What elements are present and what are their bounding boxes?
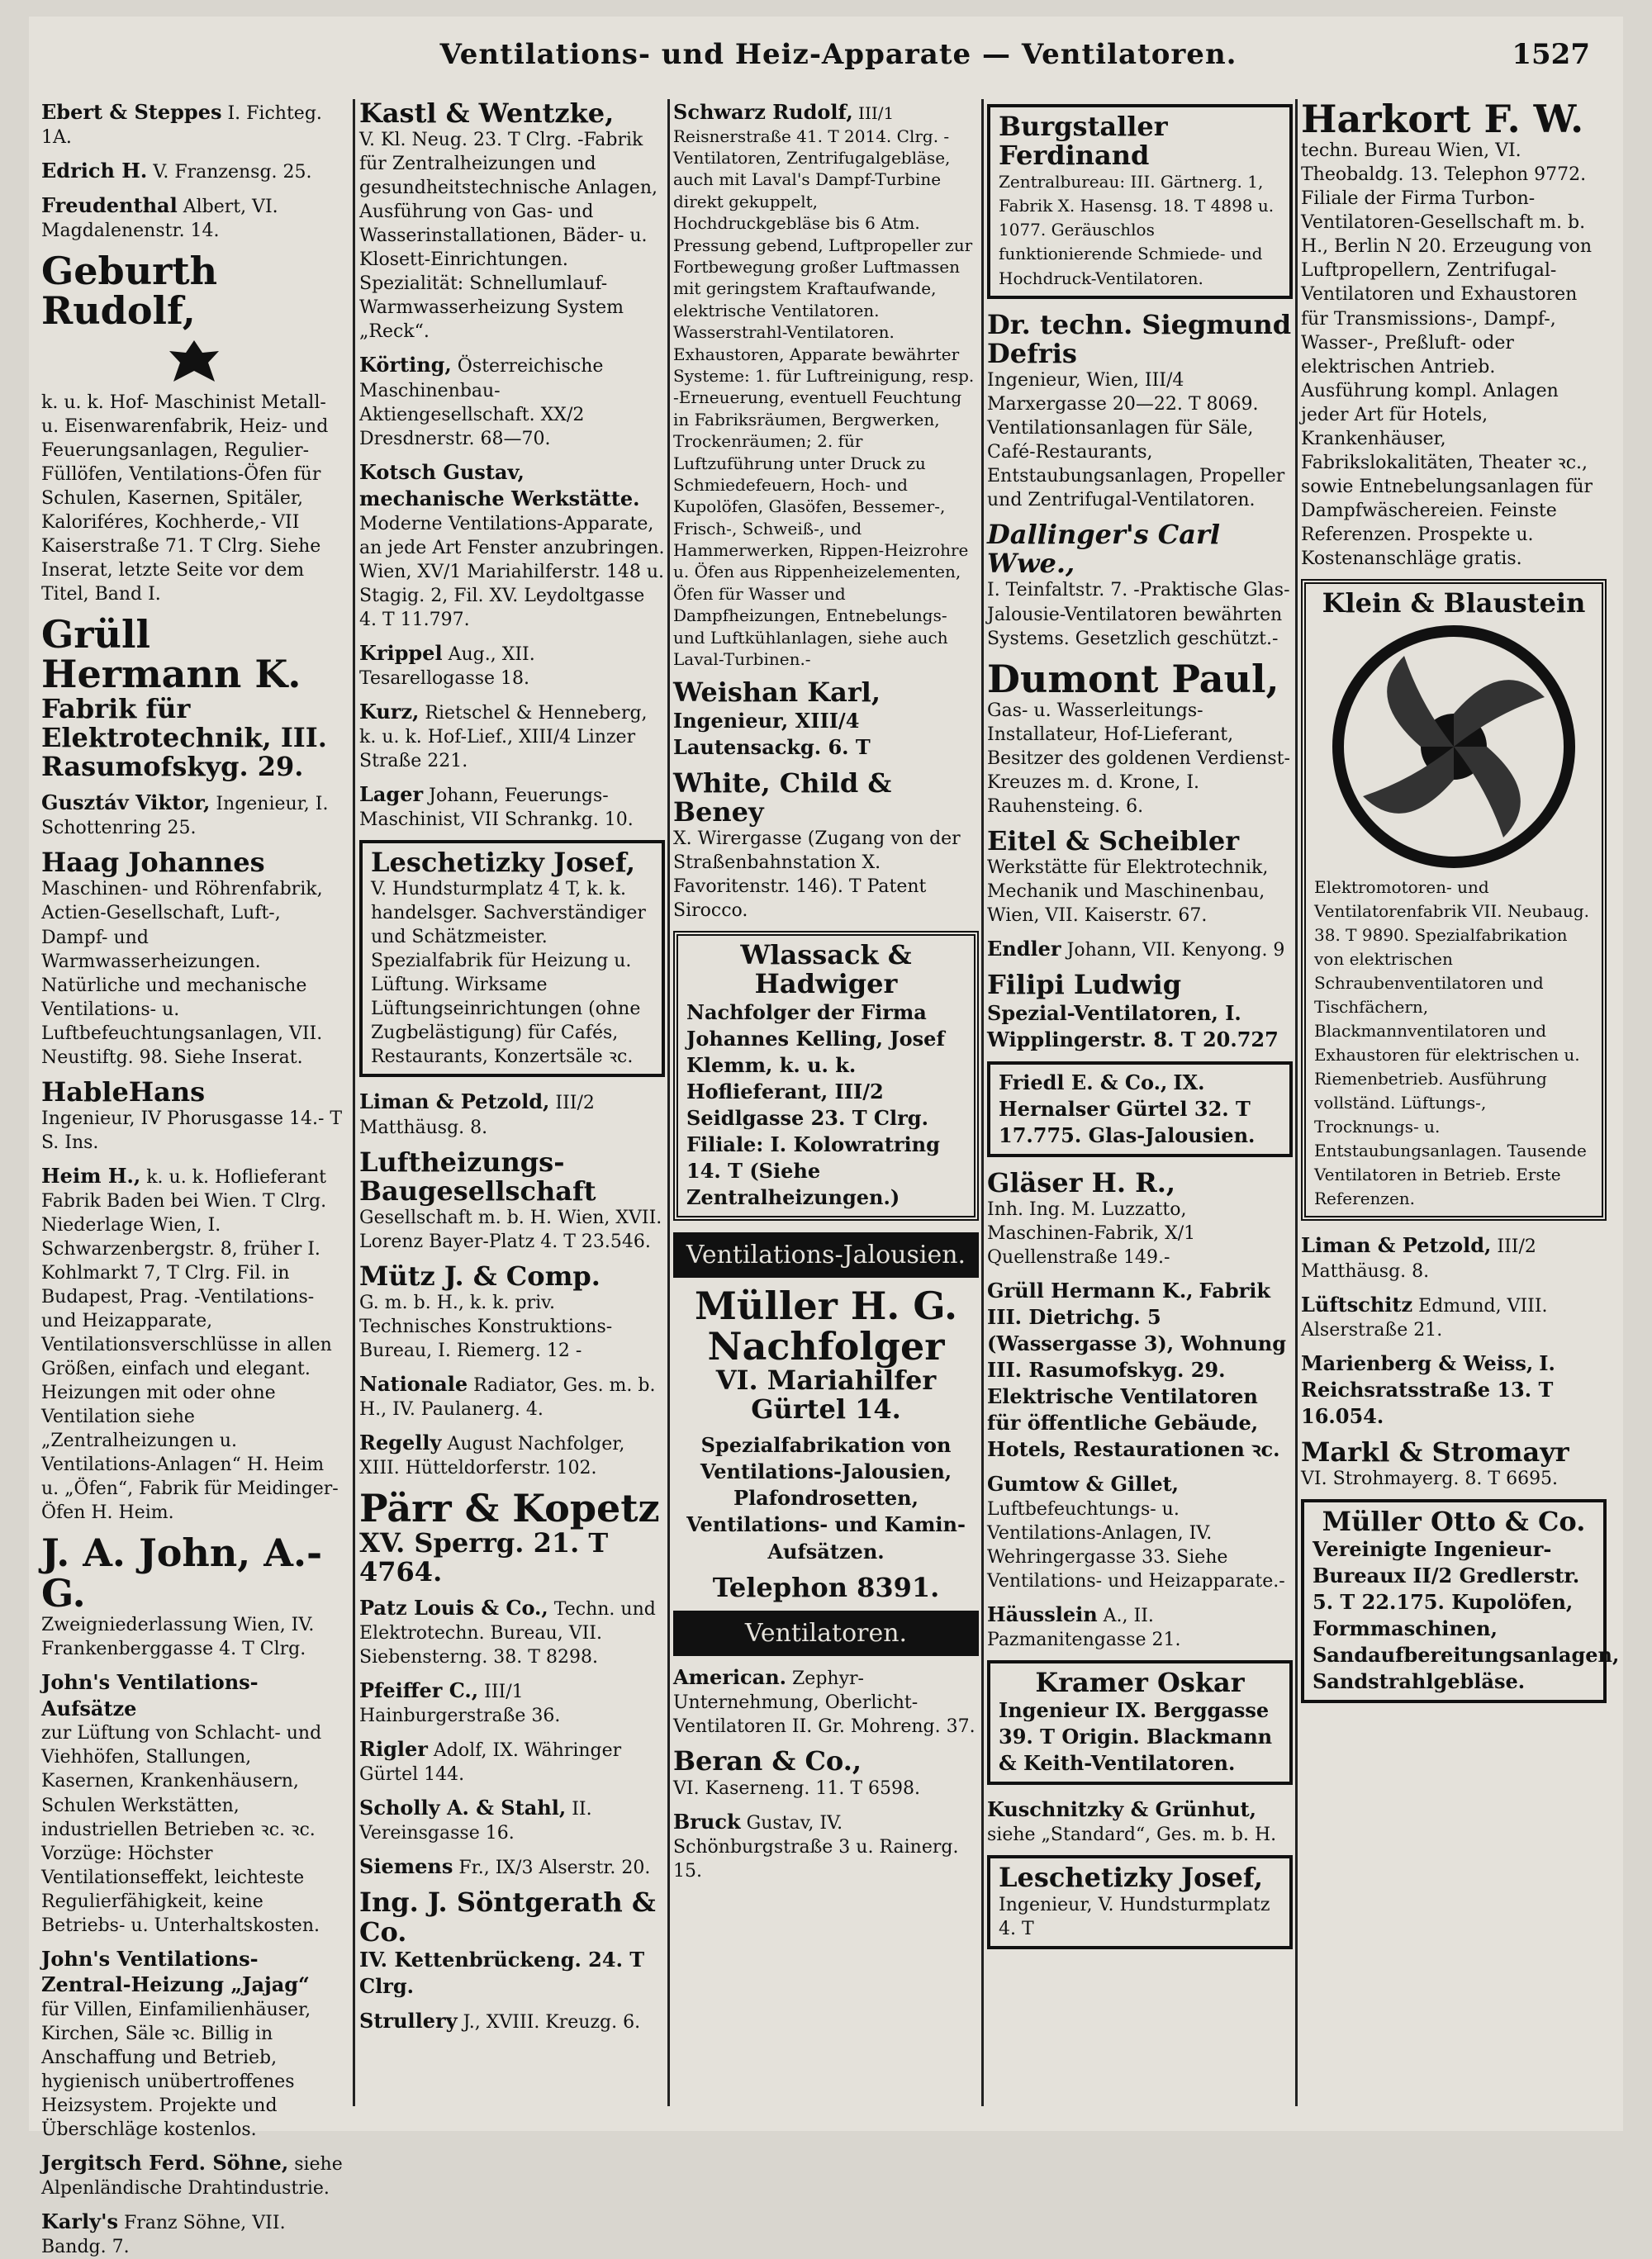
entry-text: I. Teinfaltstr. 7. -Praktische Glas-Jalousie-Ventilatoren bewährten Systems. Gesetzlich geschützt.- — [987, 580, 1290, 649]
entry-name: Bruck — [673, 1809, 741, 1834]
entry-text: VI. Kaserneng. 11. T 6598. — [673, 1777, 920, 1799]
advert-box — [1301, 579, 1607, 1222]
entry-name: Pfeiffer C., — [359, 1678, 479, 1703]
telephone-line: Telephon 8391. — [712, 1571, 940, 1603]
entry-text: V. Kl. Neug. 23. T Clrg. -Fabrik für Zentralheizungen und gesundheitstechnische Anlagen, Ausführung von Gas- und Wasserinstallationen, Bäder- u. Klosett-Einrichtungen. Spezialität: Schnellumlauf- Warmwasserheizung System „Reck“. — [359, 130, 657, 343]
entry-text: Gesellschaft m. b. H. Wien, XVII. Lorenz Bayer-Platz 4. T 23.546. — [359, 1207, 662, 1252]
entry-text: VI. Strohmayerg. 8. T 6695. — [1301, 1468, 1559, 1489]
entry-name: Marienberg & Weiss, — [1301, 1350, 1534, 1375]
entry-name: Häusslein — [987, 1602, 1098, 1626]
entry-text: techn. Bureau Wien, VI. Theobaldg. 13. Telephon 9772. Filiale der Firma Turbon-Ventilatoren-Gesellschaft m. b. H., Berlin N 20. Erzeugung von Luftpropellern, Zentrifugal-Ventilatoren und Exhaustoren für Transmissions-, Dampf-, Wasser-, Preßluft- oder elektrischen Antrieb. Ausführung kompl. Anlagen jeder Art für Hotels, Krankenhäuser, Fabrikslokalitäten, Theater ꝛc., sowie Entnebelungsanlagen für Dampfwäschereien. Feinste Referenzen. Prospekte u. Kostenanschläge gratis. — [1301, 140, 1593, 569]
entry-text: III/2 Matthäusg. 8. — [359, 1093, 595, 1138]
entry-text: IX. Hernalser Gürtel 32. T 17.775. Glas-Jalousien. — [999, 1070, 1256, 1147]
entry-name: Liman & Petzold, — [359, 1089, 550, 1114]
page-header — [29, 31, 1623, 81]
entry-text: Ingenieur, Wien, III/4 Marxergasse 20—22. T 8069. Ventilationsanlagen für Säle, Café-Restaurants, Entstaubungsanlagen, Propeller und Zentrifugal-Ventilatoren. — [987, 369, 1285, 511]
fan-icon — [1330, 623, 1578, 871]
section-banner: Ventilatoren. — [673, 1611, 979, 1657]
advert-heading: Müller Otto & Co. — [1322, 1505, 1586, 1537]
entry-name: Karly's — [41, 2209, 118, 2234]
column-divider — [667, 99, 670, 2106]
entry-name: American. — [673, 1665, 787, 1690]
advert-heading: Geburth Rudolf, — [41, 249, 218, 334]
advert-heading: Gläser H. R., — [987, 1166, 1175, 1198]
advert-heading: Pärr & Kopetz — [359, 1486, 660, 1531]
page-number: 1527 — [1512, 38, 1590, 71]
entry-name: Ebert & Steppes — [41, 100, 222, 124]
advert-heading: Dallinger's Carl Wwe., — [987, 519, 1220, 580]
entry-name: Grüll Hermann K., — [987, 1278, 1194, 1303]
entry-text: Adolf, IX. Währinger Gürtel 144. — [359, 1740, 622, 1786]
entry-text: Gustav, IV. Schönburgstraße 3 u. Rainerg. 15. — [673, 1812, 959, 1882]
entry-text: Albert, VI. Magdalenenstr. 14. — [41, 197, 278, 242]
entry-text: Fabrik III. Dietrichg. 5 (Wassergasse 3), Wohnung III. Rasumofskyg. 29. Elektrische Ventilatoren für öffentliche Gebäude, Hotels, Restaurationen ꝛc. — [987, 1278, 1287, 1462]
entry-text: Johann, VII. Kenyong. 9 — [1066, 940, 1285, 961]
entry-text: Vereinigte Ingenieur-Bureaux II/2 Gredlerstr. 5. T 22.175. Kupolöfen, Formmaschinen, Sandaufbereitungsanlagen, Sandstrahlgebläse. — [1313, 1537, 1620, 1694]
advert-heading: Dumont Paul, — [987, 656, 1279, 701]
advert-heading: Mütz J. & Comp. — [359, 1260, 601, 1292]
advert-heading: Weishan Karl, — [673, 676, 881, 709]
entry-text: XV. Sperrg. 21. T 4764. — [359, 1526, 609, 1587]
entry-text: III/1 Hainburgerstraße 36. — [359, 1682, 561, 1727]
entry-name: John's Ventilations-Zentral-Heizung „Jajag“ — [41, 1946, 310, 1997]
entry-name: Körting, — [359, 353, 452, 377]
page-title: Ventilations- und Heiz-Apparate — Ventilatoren. — [439, 38, 1237, 71]
entry-text: Ingenieur, XIII/4 Lautensackg. 6. T — [673, 708, 871, 759]
entry-text: II. Vereinsgasse 16. — [359, 1799, 592, 1844]
entry-name: Jergitsch Ferd. Söhne, — [41, 2151, 289, 2176]
entry-text: VI. Mariahilfer Gürtel 14. — [715, 1364, 937, 1426]
entry-text: Zweigniederlassung Wien, IV. Frankenberggasse 4. T Clrg. — [41, 1615, 315, 1660]
entry-text: August Nachfolger, XIII. Hütteldorferstr. 102. — [359, 1434, 625, 1479]
entry-text: IV. Kettenbrückeng. 24. T Clrg. — [359, 1947, 645, 1998]
entry-text: Fabrik für Elektrotechnik, III. Rasumofskyg. 29. — [41, 692, 327, 782]
entry-name: Endler — [987, 937, 1061, 961]
coat-of-arms-icon — [165, 336, 223, 386]
entry-name: Nationale — [359, 1372, 468, 1397]
entry-name: Rigler — [359, 1737, 428, 1762]
advert-heading: Kastl & Wentzke, — [359, 97, 615, 129]
advert-heading: Leschetizky Josef, — [999, 1862, 1264, 1894]
column-4 — [987, 99, 1293, 2106]
entry-name: Schwarz Rudolf, — [673, 100, 853, 124]
advert-box — [987, 104, 1293, 299]
entry-text: Nachfolger der Firma Johannes Kelling, Josef Klemm, k. u. k. Hoflieferant, III/2 Seidlgasse 23. T Clrg. Filiale: I. Kolowratring 14. T (Siehe Zentralheizungen.) — [686, 999, 945, 1209]
entry-text: Johann, Feuerungs-Maschinist, VII Schrankg. 10. — [359, 785, 634, 830]
entry-name: Kurz, — [359, 699, 420, 724]
entry-text: Fr., IX/3 Alserstr. 20. — [458, 1858, 651, 1879]
entry-text: Elektromotoren- und Ventilatorenfabrik VII. Neubaug. 38. T 9890. Spezialfabrikation von elektrischen Schraubenventilatoren und Tischfächern, Blackmannventilatoren und Exhaustoren für elektrischen u. Riemenbetrieb. Ausführung vollständ. Lüftungs-, Trocknungs- u. Entstaubungsanlagen. Tausende Ventilatoren in Betrieb. Erste Referenzen. — [1314, 877, 1589, 1209]
advert-heading: Wlassack & Hadwiger — [740, 939, 912, 1000]
advert-heading: Klein & Blaustein — [1322, 586, 1586, 619]
advert-box — [673, 931, 979, 1221]
entry-text: Werkstätte für Elektrotechnik, Mechanik und Maschinenbau, Wien, VII. Kaiserstr. 67. — [987, 857, 1269, 927]
entry-text: Edmund, VIII. Alserstraße 21. — [1301, 1295, 1548, 1341]
column-5 — [1301, 97, 1620, 2106]
entry-text: Ingenieur, V. Hundsturmplatz 4. T — [999, 1894, 1270, 1939]
entry-text: Ventilations-Jalousien, Plafondrosetten, Ventilations- und Kamin-Aufsätzen. — [686, 1459, 966, 1564]
entry-name: Strullery — [359, 2008, 458, 2033]
column-2 — [359, 99, 665, 2106]
entry-text: Gas- u. Wasserleitungs-Installateur, Hof-Lieferant, Besitzer des goldenen Verdienst-Kreuzes m. d. Krone, I. Rauhensteing. 6. — [987, 700, 1290, 817]
entry-name: John's Ventilations-Aufsätze — [41, 1670, 259, 1720]
entry-text: I. Fichteg. 1A. — [41, 103, 322, 149]
advert-heading: Luftheizungs-Baugesellschaft — [359, 1146, 596, 1207]
advert-box — [1301, 1499, 1620, 1703]
entry-text: G. m. b. H., k. k. priv. Technisches Konstruktions-Bureau, I. Riemerg. 12 - — [359, 1293, 613, 1362]
entry-text: Luftbefeuchtungs- u. Ventilations-Anlagen, IV. Wehringergasse 33. Siehe Ventilations- und Heizapparate.- — [987, 1498, 1285, 1592]
entry-name: Edrich H. — [41, 159, 148, 183]
entry-text: zur Lüftung von Schlacht- und Viehhöfen, Stallungen, Kasernen, Krankenhäusern, Schulen Werkstätten, industriellen Betrieben ꝛc. ꝛc. Vorzüge: Höchster Ventilationseffekt, leichteste Regulierfähigkeit, keine Betriebs- u. Unterhaltskosten. — [41, 1723, 322, 1936]
entry-text: Zentralbureau: III. Gärtnerg. 1, Fabrik X. Hasensg. 18. T 4898 u. 1077. Geräuschlos funktionierende Schmiede- und Hochdruck-Ventilatoren. — [999, 172, 1275, 288]
entry-name: Lager — [359, 781, 424, 806]
advert-heading: Kramer Oskar — [1035, 1667, 1245, 1699]
advert-box — [359, 840, 665, 1077]
entry-text: V. Franzensg. 25. — [153, 162, 312, 183]
entry-name: Freudenthal — [41, 193, 178, 218]
entry-name: Scholly A. & Stahl, — [359, 1796, 567, 1820]
entry-text: Zephyr-Unternehmung, Oberlicht-Ventilatoren II. Gr. Mohreng. 37. — [673, 1668, 976, 1738]
advert-box — [987, 1660, 1293, 1785]
entry-name: Friedl E. & Co., — [999, 1070, 1168, 1094]
advert-heading: Burgstaller Ferdinand — [999, 111, 1168, 172]
advert-heading: Dr. techn. Siegmund Defris — [987, 308, 1292, 369]
advert-heading: Harkort F. W. — [1301, 97, 1584, 141]
entry-text: I. Reichsratsstraße 13. T 16.054. — [1301, 1350, 1555, 1428]
advert-heading: Müller H. G. Nachfolger — [695, 1284, 957, 1369]
entry-name: Gumtow & Gillet, — [987, 1472, 1180, 1497]
advert-heading: Haag Johannes — [41, 847, 265, 879]
entry-text: X. Wirergasse (Zugang von der Straßenbahnstation X. Favoritenstr. 146). T Patent Sirocco. — [673, 828, 961, 922]
advert-box — [987, 1855, 1293, 1948]
advert-box — [987, 1061, 1293, 1157]
entry-name: Gusztáv Viktor, — [41, 790, 211, 815]
advert-heading: Ing. J. Söntgerath & Co. — [359, 1886, 656, 1948]
entry-name: Siemens — [359, 1854, 453, 1879]
entry-text: Ingenieur, IV Phorusgasse 14.- T S. Ins. — [41, 1108, 343, 1153]
entry-text: Österreichische Maschinenbau-Aktiengesellschaft. XX/2 Dresdnerstr. 68—70. — [359, 356, 604, 449]
advert-heading: HableHans — [41, 1075, 206, 1108]
entry-name: Heim H., — [41, 1163, 141, 1188]
entry-text: Aug., XII. Tesarellogasse 18. — [359, 643, 535, 689]
entry-name: Lüftschitz — [1301, 1292, 1413, 1317]
entry-text: k. u. k. Hoflieferant Fabrik Baden bei Wien. T Clrg. Niederlage Wien, I. Schwarzenbergstr. 8, früher I. Kohlmarkt 7, T Clrg. Fil. in Budapest, Prag. -Ventilations- und Heizapparate, Ventilationsverschlüsse in allen Größen, einfach und elegant. Heizungen mit oder ohne Ventilation siehe „Zentralheizungen u. Ventilations-Anlagen“ H. Heim u. „Öfen“, Fabrik für Meidinger-Öfen H. Heim. — [41, 1166, 339, 1524]
column-3 — [673, 99, 979, 2106]
entry-text: III/2 Matthäusg. 8. — [1301, 1236, 1536, 1282]
advert-heading: Filipi Ludwig — [987, 969, 1182, 1001]
entry-text: Moderne Ventilations-Apparate, an jede Art Fenster anzubringen. Wien, XV/1 Mariahilferstr. 148 u. Stagig. 2, Fil. XV. Leydoltgasse 4. T 11.797. — [359, 513, 665, 630]
advert-heading: Markl & Stromayr — [1301, 1436, 1569, 1468]
column-divider — [1295, 99, 1298, 2106]
advert-heading: Beran & Co., — [673, 1745, 862, 1777]
entry-text: siehe Alpenländische Drahtindustrie. — [41, 2154, 343, 2200]
entry-name: Kotsch Gustav, mechanische Werkstätte. — [359, 459, 640, 510]
entry-name: Kuschnitzky & Grünhut, — [987, 1797, 1256, 1822]
entry-text: Ingenieur, I. Schottenring 25. — [41, 794, 329, 839]
advert-heading: Eitel & Scheibler — [987, 825, 1240, 857]
entry-text: Inh. Ing. M. Luzzatto, Maschinen-Fabrik, X/1 Quellenstraße 149.- — [987, 1198, 1196, 1268]
entry-text: Rietschel & Henneberg, k. u. k. Hof-Lief., XIII/4 Linzer Straße 221. — [359, 702, 648, 771]
entry-text: V. Hundsturmplatz 4 T, k. k. handelsger. Sachverständiger und Schätzmeister. Spezialfabrik für Heizung u. Lüftung. Wirksame Lüftungseinrichtungen (ohne Zugbelästigung) für Cafés, Restaurants, Konzertsäle ꝛc. — [371, 879, 646, 1068]
entry-name: Regelly — [359, 1431, 442, 1455]
entry-text: A., II. Pazmanitengasse 21. — [987, 1605, 1181, 1650]
entry-text: k. u. k. Hof- Maschinist Metall- u. Eisenwarenfabrik, Heiz- und Feuerungsanlagen, Regulier-Füllöfen, Ventilations-Öfen für Schulen, Kasernen, Spitäler, Kaloriféres, Kochherde,- VII Kaiserstraße 71. T Clrg. Siehe Inserat, letzte Seite vor dem Titel, Band I. — [41, 392, 329, 605]
advert-heading: Grüll Hermann K. — [41, 612, 301, 697]
entry-text: J., XVIII. Kreuzg. 6. — [463, 2011, 641, 2033]
entry-name: Liman & Petzold, — [1301, 1233, 1492, 1258]
entry-text: Maschinen- und Röhrenfabrik, Actien-Gesellschaft, Luft-, Dampf- und Warmwasserheizungen. Natürliche und mechanische Ventilations- u. Luftbefeuchtungsanlagen, VII. Neustiftg. 98. Siehe Inserat. — [41, 879, 323, 1068]
entry-text: Techn. und Elektrotechn. Bureau, VII. Siebensterng. 38. T 8298. — [359, 1599, 656, 1668]
entry-name: Krippel — [359, 640, 443, 665]
entry-text: Radiator, Ges. m. b. H., IV. Paulanerg. 4. — [359, 1375, 656, 1421]
entry-text: für Villen, Einfamilienhäuser, Kirchen, Säle ꝛc. Billig in Anschaffung und Betrieb, hygienisch unübertroffenes Heizsystem. Projekte und Überschläge kostenlos. — [41, 2000, 311, 2141]
advert-heading: Leschetizky Josef, — [371, 847, 636, 879]
column-divider — [353, 99, 355, 2106]
entry-text: Spezial-Ventilatoren, I. Wipplingerstr. 8. T 20.727 — [987, 1000, 1279, 1051]
entry-text: Ingenieur IX. Berggasse 39. T Origin. Blackmann & Keith-Ventilatoren. — [999, 1698, 1273, 1776]
advert-heading: White, Child & Beney — [673, 766, 892, 828]
advert-heading: J. A. John, A.-G. — [41, 1531, 323, 1616]
entry-text: Franz Söhne, VII. Bandg. 7. — [41, 2213, 286, 2258]
column-1 — [41, 99, 347, 2258]
entry-text: siehe „Standard“, Ges. m. b. H. — [987, 1825, 1277, 1846]
section-banner: Ventilations-Jalousien. — [673, 1232, 979, 1279]
entry-name: Patz Louis & Co., — [359, 1596, 548, 1621]
entry-name: Spezialfabrikation von — [700, 1433, 952, 1458]
directory-page — [29, 17, 1623, 2258]
entry-text: III/1 Reisnerstraße 41. T 2014. Clrg. -Ventilatoren, Zentrifugalgebläse, auch mit Laval's Dampf-Turbine direkt gekuppelt, Hochdruckgebläse bis 6 Atm. Pressung gebend, Luftpropeller zur Fortbewegung großer Luftmassen mit geringstem Kraftaufwande, elektrische Ventilatoren. Wasserstrahl-Ventilatoren. Exhaustoren, Apparate bewährter Systeme: 1. für Luftreinigung, resp. -Erneuerung, eventuell Feuchtung in Fabriksräumen, Bergwerken, Trockenräumen; 2. für Luftzuführung unter Druck zu Schmiedefeuern, Hoch- und Kupolöfen, Glasöfen, Bessemer-, Frisch-, Schweiß-, und Hammerwerken, Rippen-Heizrohre u. Öfen aus Rippenheizelementen, Öfen für Wasser und Dampfheizungen, Entnebelungs- und Luftkühlanlagen, siehe auch Laval-Turbinen.- — [673, 103, 975, 670]
column-divider — [981, 99, 984, 2106]
